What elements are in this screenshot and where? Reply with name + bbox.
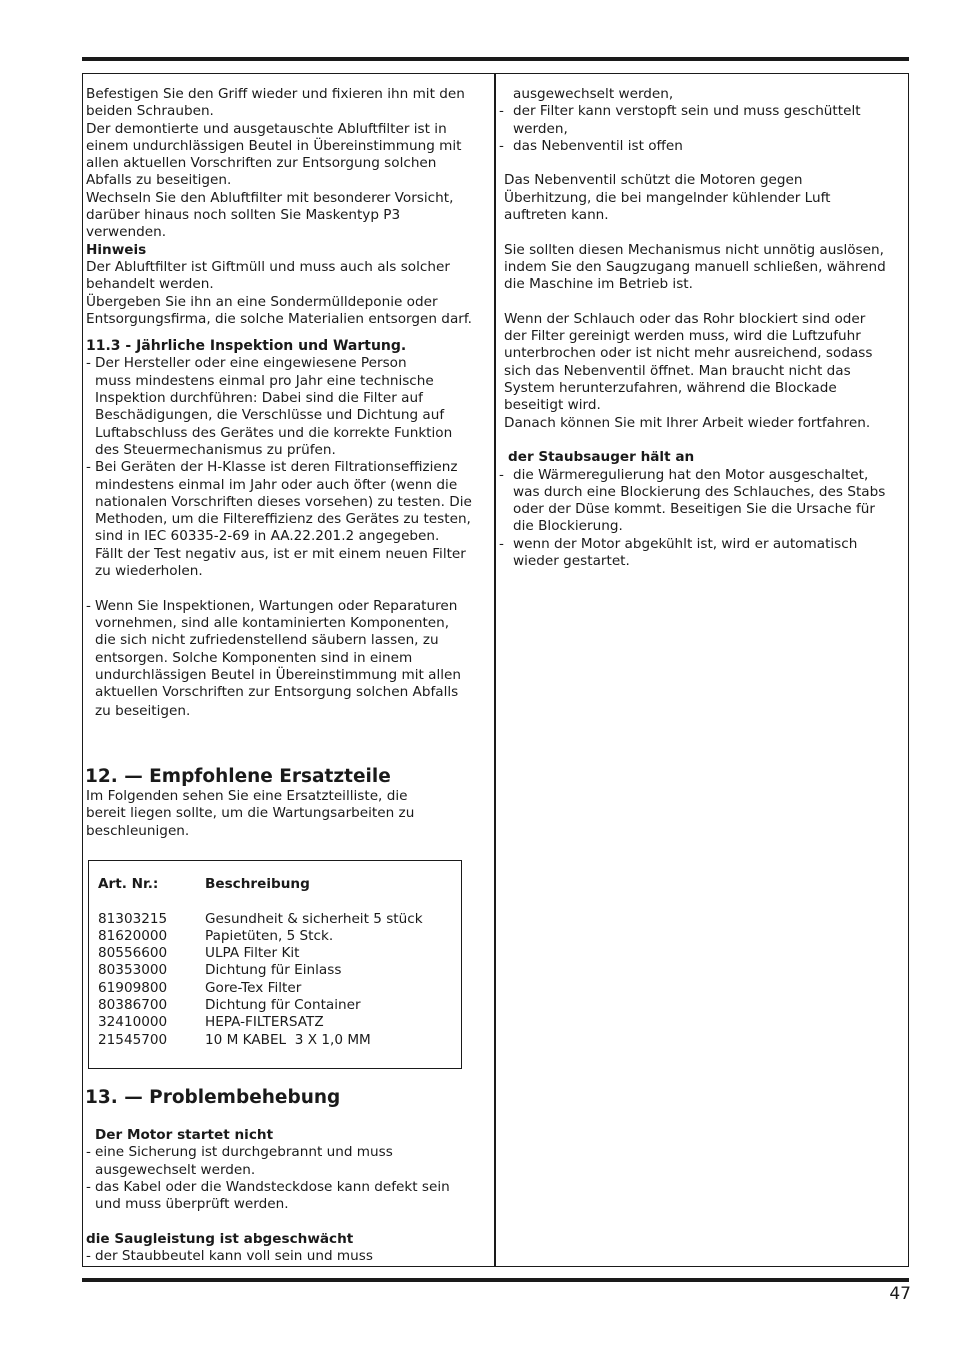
table-row: 61909800 Gore-Tex Filter xyxy=(98,979,302,996)
valve-item: - das Nebenventil ist offen xyxy=(499,138,903,155)
column-divider xyxy=(494,73,496,1267)
filter-item: - der Filter kann verstopft sein und muss geschüttelt werden, xyxy=(499,103,903,138)
inspection-item-1: - Der Hersteller oder eine eingewiesene Person muss mindestens einmal pro Jahr eine technische Inspektion durchführen: Dabei sind die Filter auf Beschädigungen, die Verschlüsse und Dichtung auf Luftabschluss des Gerätes und die korrekte Funktion des Steuermechanismus zu prüfen. xyxy=(86,355,490,459)
table-row: 32410000 HEPA-FILTERSATZ xyxy=(98,1014,324,1031)
intro-text: Befestigen Sie den Griff wieder und fixieren ihn mit den beiden Schrauben. Der demontierte und ausgetauschte Abluftfilter ist in einem undurchlässigen Beutel in Übereinstimmung mit allen aktuellen Vorschriften zur Entsorgung solchen Abfalls zu beseitigen. Wechseln Sie den Abluftfilter mit besonderer Vorsicht, darüber hinaus noch sollten Sie Maskentyp P3 verwenden. xyxy=(86,86,465,241)
valve-paragraph-2: Sie sollten diesen Mechanismus nicht unnötig auslösen, indem Sie den Saugzugang manuell schließen, während die Maschine im Betrieb ist. xyxy=(504,241,886,293)
table-row: 80556600 ULPA Filter Kit xyxy=(98,945,300,962)
left-column xyxy=(86,86,490,721)
parts-table xyxy=(88,860,462,1069)
motor-heading: Der Motor startet nicht xyxy=(95,1127,274,1143)
troubleshooting-left xyxy=(86,1127,490,1265)
header-art-nr: Art. Nr.: xyxy=(98,876,159,892)
suction-item-1: - der Staubbeutel kann voll sein und muss xyxy=(86,1248,490,1265)
table-row: 81620000 Papietüten, 5 Stck. xyxy=(98,927,334,944)
stop-heading: der Staubsauger hält an xyxy=(508,449,695,466)
note-text: Der Abluftfilter ist Giftmüll und muss auch als solcher behandelt werden. Übergeben Sie ihn an eine Sondermülldeponie oder Entsorgungsfirma, die solche Materialien entsorgen darf. xyxy=(86,258,472,327)
page-number: 47 xyxy=(889,1284,911,1304)
stop-item-1: - die Wärmeregulierung hat den Motor ausgeschaltet, was durch eine Blockierung des Schlauches, des Stabs oder der Düse kommt. Beseitigen Sie die Ursache für die Blockierung. xyxy=(499,467,903,536)
note-heading: Hinweis xyxy=(86,241,147,258)
motor-item-2: - das Kabel oder die Wandsteckdose kann defekt sein und muss überprüft werden. xyxy=(86,1179,490,1214)
table-row: 80386700 Dichtung für Container xyxy=(98,997,361,1014)
inspection-heading: 11.3 - Jährliche Inspektion und Wartung. xyxy=(86,338,407,355)
table-row: 81303215 Gesundheit & sicherheit 5 stück xyxy=(98,910,423,927)
inspection-item-2: - Bei Geräten der H-Klasse ist deren Filtrationseffizienz mindestens einmal im Jahr oder auch öfter (wenn die nationalen Vorschriften dieses vorsehen) zu testen. Die Methoden, um die Filtereffizienz des Gerätes zu testen, sind in IEC 60335-2-69 in AA.22.201.2 angegeben. Fällt der Test negativ aus, ist er mit einem neuen Filter zu wiederholen. xyxy=(86,459,490,580)
table-row: 21545700 10 M KABEL 3 X 1,0 MM xyxy=(98,1031,371,1048)
header-description: Beschreibung xyxy=(205,876,310,892)
suction-heading: die Saugleistung ist abgeschwächt xyxy=(86,1230,354,1247)
right-column xyxy=(499,86,903,570)
section-12-title: 12. — Empfohlene Ersatzteile xyxy=(85,766,391,787)
stop-item-2: - wenn der Motor abgekühlt ist, wird er automatisch wieder gestartet. xyxy=(499,536,903,571)
valve-paragraph-3: Wenn der Schlauch oder das Rohr blockiert sind oder der Filter gereinigt werden muss, wird die Luftzufuhr unterbrochen oder ist nicht mehr ausreichend, sodass sich das Nebenventil öffnet. Man braucht nicht das System herunterzufahren, während die Blockade beseitigt wird. Danach können Sie mit Ihrer Arbeit wieder fortfahren. xyxy=(504,310,873,431)
continued-text: ausgewechselt werden, xyxy=(513,86,674,102)
section-13-title: 13. — Problembehebung xyxy=(85,1087,341,1108)
section-12-text: Im Folgenden sehen Sie eine Ersatzteilliste, die bereit liegen sollte, um die Wartungsarbeiten zu beschleunigen. xyxy=(86,788,415,839)
inspection-item-3: - Wenn Sie Inspektionen, Wartungen oder Reparaturen vornehmen, sind alle kontaminierten Komponenten, die sich nicht zufriedenstellend säubern lassen, zu entsorgen. Solche Komponenten sind in einem undurchlässigen Beutel in Übereinstimmung mit allen aktuellen Vorschriften zur Entsorgung solchen Abfalls zu beseitigen. xyxy=(86,598,490,721)
motor-item-1: - eine Sicherung ist durchgebrannt und muss ausgewechselt werden. xyxy=(86,1144,490,1179)
bottom-rule xyxy=(82,1278,909,1282)
table-row: 80353000 Dichtung für Einlass xyxy=(98,962,342,979)
parts-table-header xyxy=(98,876,458,893)
valve-paragraph-1: Das Nebenventil schützt die Motoren gegen Überhitzung, die bei mangelnder kühlender Luft auftreten kann. xyxy=(504,172,831,224)
top-rule xyxy=(82,57,909,61)
